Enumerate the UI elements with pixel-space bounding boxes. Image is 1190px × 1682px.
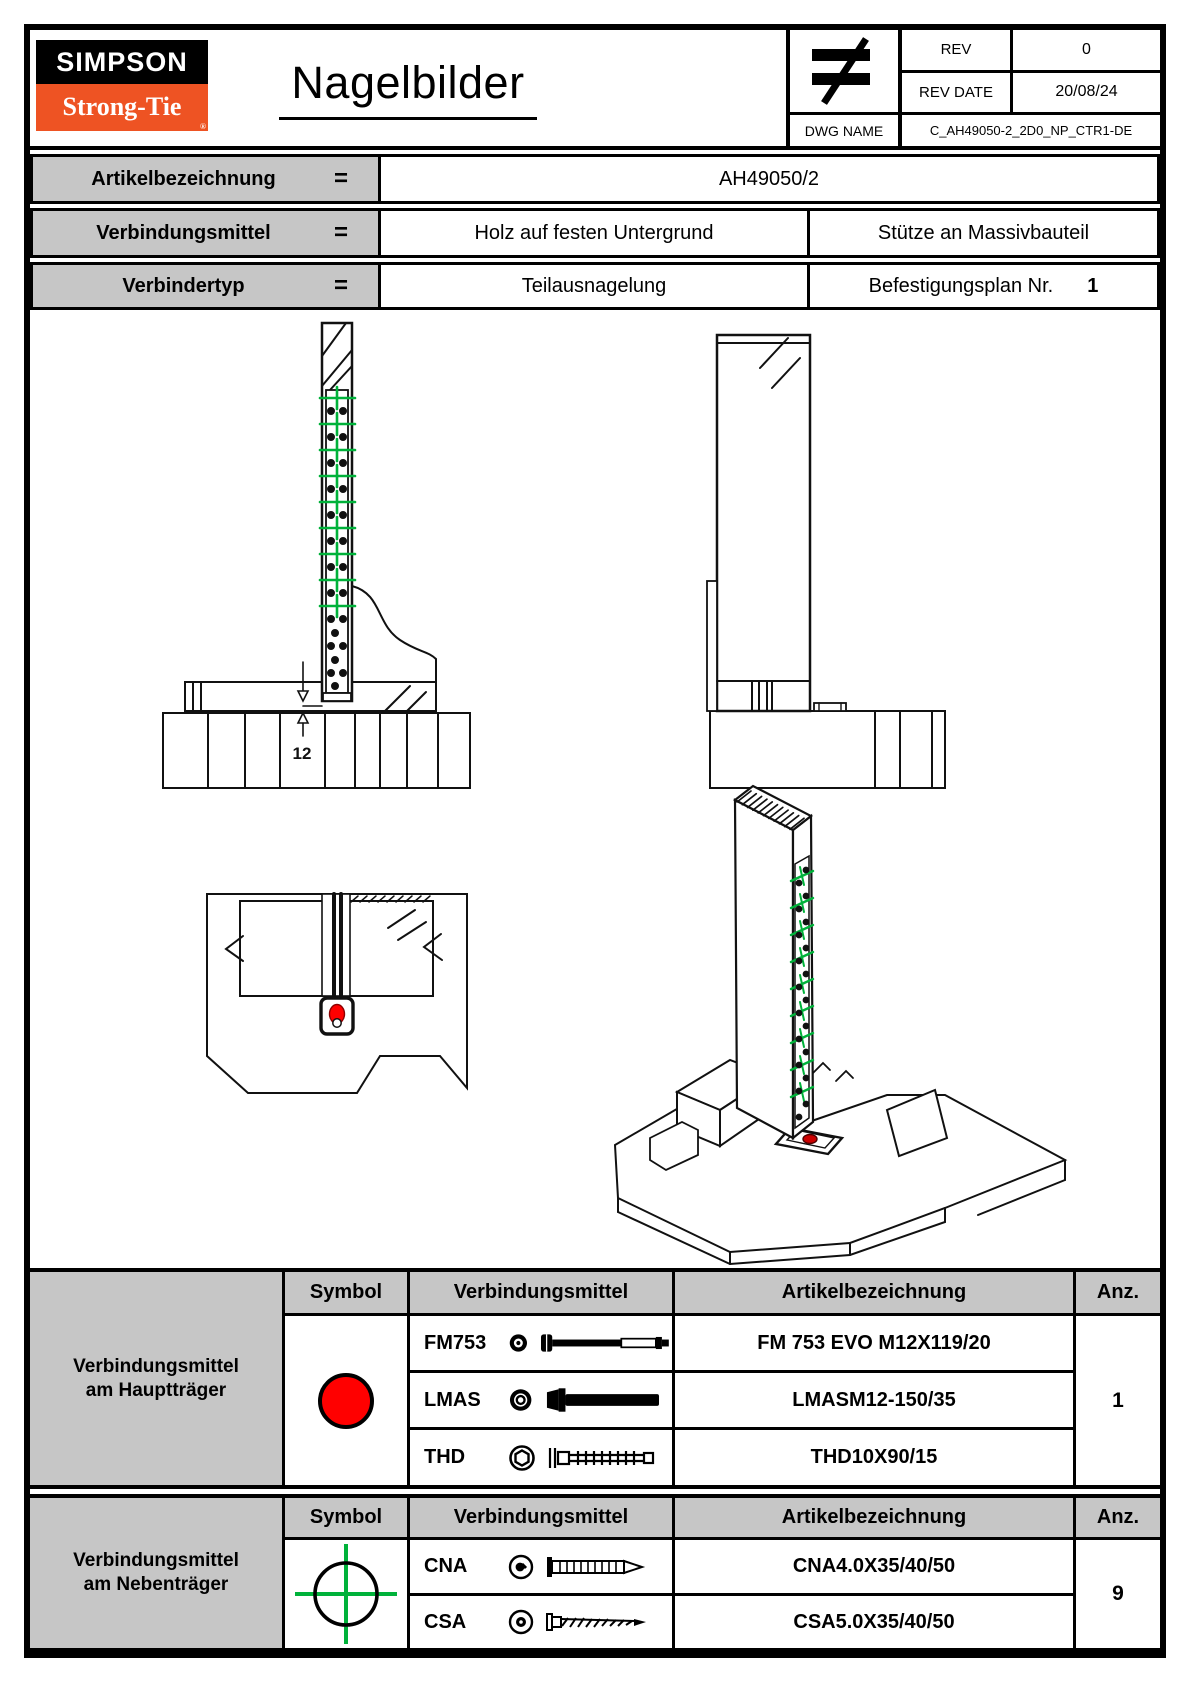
thd-screw-icon xyxy=(548,1445,668,1471)
green-crosshair-symbol xyxy=(291,1542,401,1646)
nebentraeger-group-label: Verbindungsmittel am Nebenträger xyxy=(30,1498,285,1648)
dwg-name-value: C_AH49050-2_2D0_NP_CTR1-DE xyxy=(929,123,1133,138)
technical-drawing-svg xyxy=(30,310,1160,1268)
dwg-name-row xyxy=(790,115,1160,146)
verbindungsmittel-label: Verbindungsmittel xyxy=(96,221,271,244)
artikelbezeichnung-label-cell xyxy=(33,157,381,201)
cna-code: CNA xyxy=(424,1555,468,1577)
equals-sign: = xyxy=(334,165,349,192)
header-verbindungsmittel: Verbindungsmittel xyxy=(410,1272,675,1316)
logo-strongtie-text: Strong-Tie ® xyxy=(36,84,208,131)
rev-row xyxy=(902,30,1160,70)
title-block xyxy=(30,30,1160,150)
thd-code: THD xyxy=(424,1446,466,1468)
csa-screw-icon xyxy=(546,1610,666,1634)
befestigungsplan-label: Befestigungsplan Nr. xyxy=(868,274,1054,297)
row-verbindertyp xyxy=(30,262,1160,310)
projection-symbol-icon xyxy=(802,35,886,107)
csa-code: CSA xyxy=(424,1610,467,1633)
red-circle-symbol xyxy=(318,1373,374,1429)
header-left xyxy=(30,30,786,146)
lmas-end-icon xyxy=(508,1387,533,1413)
haupttraeger-group-label: Verbindungsmittel am Hauptträger xyxy=(30,1272,285,1485)
fm753-cell xyxy=(410,1316,675,1373)
nebentraeger-table xyxy=(30,1494,1160,1652)
registered-mark: ® xyxy=(200,122,206,131)
front-view xyxy=(163,323,470,788)
row-verbindungsmittel xyxy=(30,208,1160,258)
cna-nail-icon xyxy=(546,1555,664,1579)
haupttraeger-qty: 1 xyxy=(1076,1316,1160,1485)
haupttraeger-table xyxy=(30,1268,1160,1489)
lmas-code: LMAS xyxy=(424,1388,481,1411)
artikelbezeichnung-value: AH49050/2 xyxy=(718,167,820,190)
fm753-article: FM 753 EVO M12X119/20 xyxy=(675,1316,1076,1373)
rev-date-value: 20/08/24 xyxy=(1055,83,1118,101)
verbindertyp-label-cell xyxy=(33,265,381,307)
cad-drawing-area xyxy=(30,310,1160,1268)
fm753-bolt-icon xyxy=(541,1331,672,1355)
befestigungsplan-number: 1 xyxy=(1087,274,1099,297)
nebentraeger-symbol-cell xyxy=(285,1540,410,1648)
verbindungsmittel-value-a: Holz auf festen Untergrund xyxy=(381,211,810,255)
red-anchor-symbol-iso xyxy=(803,1135,817,1144)
verbindertyp-value-a: Teilausnagelung xyxy=(381,265,810,307)
header-symbol: Symbol xyxy=(285,1272,410,1316)
dimension-12-label: 12 xyxy=(292,744,312,763)
befestigungsplan-cell xyxy=(810,265,1157,307)
cna-article: CNA4.0X35/40/50 xyxy=(675,1540,1076,1596)
thd-end-icon xyxy=(508,1444,536,1472)
nebentraeger-qty: 9 xyxy=(1076,1540,1160,1648)
cna-cell xyxy=(410,1540,675,1596)
rev-label: REV xyxy=(902,30,1013,70)
header-symbol: Symbol xyxy=(285,1498,410,1540)
revision-block xyxy=(786,30,1160,146)
verbindertyp-label: Verbindertyp xyxy=(122,274,245,297)
haupttraeger-symbol-cell xyxy=(285,1316,410,1485)
rev-date-row xyxy=(902,70,1160,113)
plan-view xyxy=(207,894,467,1093)
header-anz: Anz. xyxy=(1076,1272,1160,1316)
verbindungsmittel-value-b: Stütze an Massivbauteil xyxy=(877,221,1090,244)
equals-sign: = xyxy=(334,219,349,246)
csa-end-icon xyxy=(508,1609,534,1635)
header-anz: Anz. xyxy=(1076,1498,1160,1540)
projection-symbol-cell xyxy=(790,30,902,112)
lmas-bolt-icon xyxy=(545,1387,672,1413)
lmas-cell xyxy=(410,1373,675,1430)
csa-cell xyxy=(410,1596,675,1648)
fm753-code: FM753 xyxy=(424,1331,487,1354)
header-artikelbezeichnung: Artikelbezeichnung xyxy=(675,1272,1076,1316)
logo-simpson-text: SIMPSON xyxy=(36,40,208,84)
verbindungsmittel-label-cell xyxy=(33,211,381,255)
page-title: Nagelbilder xyxy=(279,57,536,120)
fm753-end-icon xyxy=(508,1331,529,1355)
row-artikelbezeichnung xyxy=(30,154,1160,204)
rev-value: 0 xyxy=(1082,40,1091,58)
simpson-strongtie-logo xyxy=(36,40,208,131)
isometric-view xyxy=(615,786,1065,1264)
rev-date-label: REV DATE xyxy=(902,73,1013,113)
dwg-name-label: DWG NAME xyxy=(790,115,902,146)
header-verbindungsmittel: Verbindungsmittel xyxy=(410,1498,675,1540)
artikelbezeichnung-label: Artikelbezeichnung xyxy=(91,167,276,190)
header-artikelbezeichnung: Artikelbezeichnung xyxy=(675,1498,1076,1540)
sheet-frame xyxy=(24,24,1166,1658)
thd-article: THD10X90/15 xyxy=(675,1430,1076,1485)
equals-sign: = xyxy=(334,272,349,299)
csa-article: CSA5.0X35/40/50 xyxy=(675,1596,1076,1648)
side-view xyxy=(707,335,945,788)
lmas-article: LMASM12-150/35 xyxy=(675,1373,1076,1430)
cna-end-icon xyxy=(508,1554,534,1580)
thd-cell xyxy=(410,1430,675,1485)
